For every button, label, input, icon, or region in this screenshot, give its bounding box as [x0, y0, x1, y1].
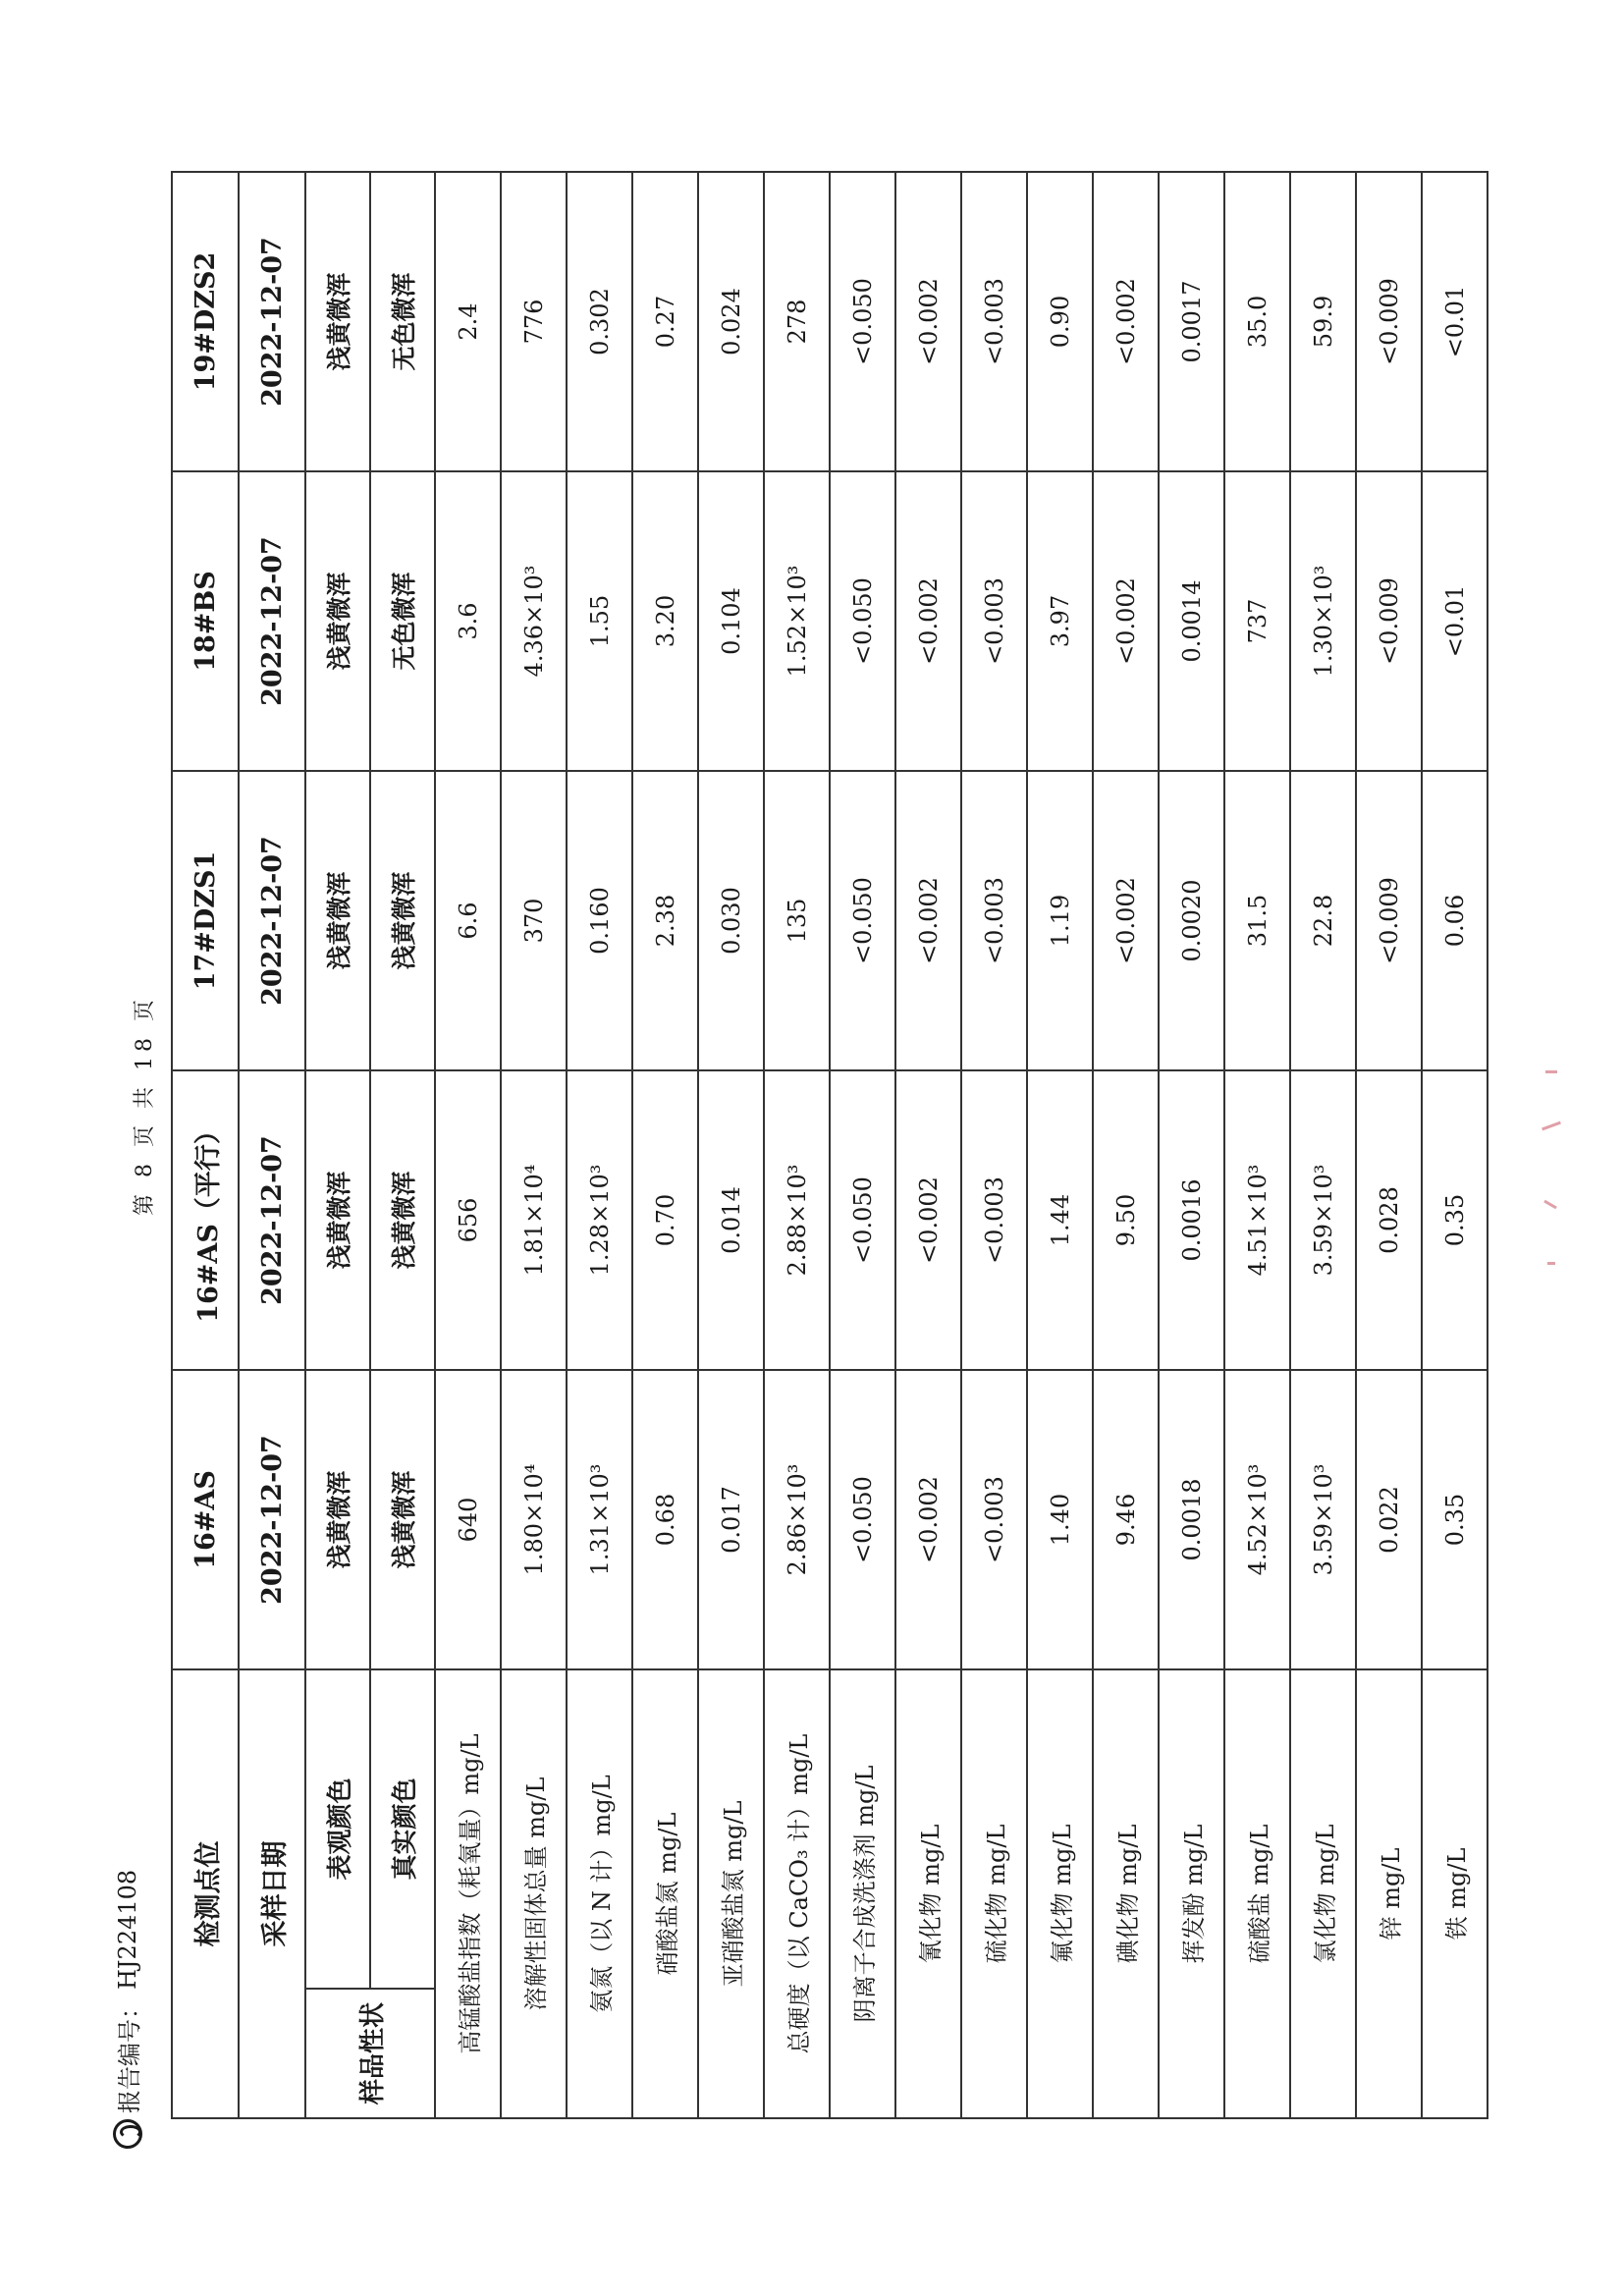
- measurement-row: [501, 172, 567, 2118]
- value-cell: 0.0017: [1159, 172, 1224, 471]
- parameter-label: 碘化物 mg/L: [1093, 1669, 1159, 2118]
- date-cell: 2022-12-07: [239, 771, 305, 1070]
- value-cell: 776: [501, 172, 567, 471]
- value-cell: 2.88×10³: [764, 1070, 830, 1370]
- value-cell: 0.028: [1356, 1070, 1422, 1370]
- parameter-label: 氰化物 mg/L: [895, 1669, 961, 2118]
- measurement-row: [1027, 172, 1093, 2118]
- value-cell: 3.97: [1027, 471, 1093, 771]
- value-cell: <0.050: [830, 771, 895, 1070]
- results-table: [171, 171, 1488, 2119]
- value-cell: 1.28×10³: [567, 1070, 632, 1370]
- value-cell: <0.009: [1356, 172, 1422, 471]
- parameter-label: 硝酸盐氮 mg/L: [632, 1669, 698, 2118]
- value-cell: 0.0014: [1159, 471, 1224, 771]
- value-cell: 2.4: [435, 172, 501, 471]
- value-cell: <0.050: [830, 1370, 895, 1669]
- value-cell: 0.70: [632, 1070, 698, 1370]
- value-cell: 278: [764, 172, 830, 471]
- value-cell: <0.002: [895, 771, 961, 1070]
- value-cell: 4.36×10³: [501, 471, 567, 771]
- value-cell: 4.52×10³: [1224, 1370, 1290, 1669]
- value-cell: 1.80×10⁴: [501, 1370, 567, 1669]
- value-cell: 1.81×10⁴: [501, 1070, 567, 1370]
- value-cell: <0.002: [895, 471, 961, 771]
- parameter-label: 挥发酚 mg/L: [1159, 1669, 1224, 2118]
- measurement-row: [435, 172, 501, 2118]
- measurement-row: [1290, 172, 1356, 2118]
- value-cell: <0.003: [961, 172, 1027, 471]
- apparent-color-cell: 浅黄微浑: [305, 1070, 370, 1370]
- value-cell: <0.01: [1422, 471, 1488, 771]
- apparent-color-cell: 浅黄微浑: [305, 1370, 370, 1669]
- value-cell: <0.003: [961, 1070, 1027, 1370]
- parameter-label: 亚硝酸盐氮 mg/L: [698, 1669, 764, 2118]
- measurement-row: [895, 172, 961, 2118]
- value-cell: 3.59×10³: [1290, 1070, 1356, 1370]
- true-color-cell: 浅黄微浑: [370, 1370, 435, 1669]
- value-cell: 1.31×10³: [567, 1370, 632, 1669]
- red-stamp-marks: [1542, 1059, 1571, 1275]
- measurement-row: [698, 172, 764, 2118]
- true-color-cell: 无色微浑: [370, 172, 435, 471]
- date-label: 采样日期: [239, 1669, 305, 2118]
- value-cell: <0.002: [895, 172, 961, 471]
- parameter-label: 氯化物 mg/L: [1290, 1669, 1356, 2118]
- apparent-color-row: [305, 172, 370, 2118]
- report-number-label: 报告编号：: [116, 1995, 143, 2113]
- value-cell: <0.002: [1093, 172, 1159, 471]
- value-cell: 0.06: [1422, 771, 1488, 1070]
- site-cell: 18#BS: [172, 471, 239, 771]
- value-cell: <0.009: [1356, 771, 1422, 1070]
- measurement-row: [1093, 172, 1159, 2118]
- point-label: 检测点位: [172, 1669, 239, 2118]
- company-logo-icon: [113, 2119, 142, 2149]
- site-cell: 19#DZS2: [172, 172, 239, 471]
- apparent-color-label: 表观颜色: [305, 1669, 370, 1989]
- measurement-row: [1159, 172, 1224, 2118]
- page-number: 第 8 页 共 18 页: [133, 995, 157, 1216]
- value-cell: 1.40: [1027, 1370, 1093, 1669]
- value-cell: 737: [1224, 471, 1290, 771]
- value-cell: 59.9: [1290, 172, 1356, 471]
- parameter-label: 硫化物 mg/L: [961, 1669, 1027, 2118]
- value-cell: <0.003: [961, 1370, 1027, 1669]
- value-cell: 2.38: [632, 771, 698, 1070]
- sample-group-label: 样品性状: [305, 1989, 435, 2118]
- value-cell: 1.44: [1027, 1070, 1093, 1370]
- value-cell: 0.302: [567, 172, 632, 471]
- parameter-label: 氟化物 mg/L: [1027, 1669, 1093, 2118]
- value-cell: 0.90: [1027, 172, 1093, 471]
- value-cell: <0.002: [895, 1070, 961, 1370]
- value-cell: 0.022: [1356, 1370, 1422, 1669]
- apparent-color-cell: 浅黄微浑: [305, 172, 370, 471]
- measurement-row: [1356, 172, 1422, 2118]
- value-cell: 4.51×10³: [1224, 1070, 1290, 1370]
- value-cell: 1.19: [1027, 771, 1093, 1070]
- value-cell: <0.050: [830, 172, 895, 471]
- true-color-label: 真实颜色: [370, 1669, 435, 1989]
- value-cell: 1.52×10³: [764, 471, 830, 771]
- value-cell: 135: [764, 771, 830, 1070]
- value-cell: <0.009: [1356, 471, 1422, 771]
- parameter-label: 高锰酸盐指数（耗氧量）mg/L: [435, 1669, 501, 2118]
- value-cell: 0.024: [698, 172, 764, 471]
- value-cell: 35.0: [1224, 172, 1290, 471]
- measurement-row: [567, 172, 632, 2118]
- true-color-row: [370, 172, 435, 2118]
- site-cell: 17#DZS1: [172, 771, 239, 1070]
- site-cell: 16#AS: [172, 1370, 239, 1669]
- header-row: [172, 172, 239, 2118]
- site-cell: 16#AS（平行）: [172, 1070, 239, 1370]
- value-cell: <0.050: [830, 1070, 895, 1370]
- value-cell: 0.0020: [1159, 771, 1224, 1070]
- value-cell: 0.35: [1422, 1070, 1488, 1370]
- value-cell: <0.002: [1093, 771, 1159, 1070]
- value-cell: 0.104: [698, 471, 764, 771]
- value-cell: 22.8: [1290, 771, 1356, 1070]
- apparent-color-cell: 浅黄微浑: [305, 471, 370, 771]
- value-cell: 6.6: [435, 771, 501, 1070]
- parameter-label: 溶解性固体总量 mg/L: [501, 1669, 567, 2118]
- report-number-line: [110, 1870, 144, 2149]
- value-cell: 0.0018: [1159, 1370, 1224, 1669]
- parameter-label: 铁 mg/L: [1422, 1669, 1488, 2118]
- value-cell: 0.35: [1422, 1370, 1488, 1669]
- true-color-cell: 无色微浑: [370, 471, 435, 771]
- value-cell: 1.30×10³: [1290, 471, 1356, 771]
- date-cell: 2022-12-07: [239, 471, 305, 771]
- measurement-row: [961, 172, 1027, 2118]
- value-cell: 3.6: [435, 471, 501, 771]
- value-cell: 656: [435, 1070, 501, 1370]
- measurement-row: [632, 172, 698, 2118]
- measurement-row: [764, 172, 830, 2118]
- value-cell: 0.0016: [1159, 1070, 1224, 1370]
- value-cell: <0.01: [1422, 172, 1488, 471]
- true-color-cell: 浅黄微浑: [370, 771, 435, 1070]
- value-cell: <0.050: [830, 471, 895, 771]
- value-cell: 0.27: [632, 172, 698, 471]
- value-cell: 370: [501, 771, 567, 1070]
- value-cell: 0.017: [698, 1370, 764, 1669]
- date-row: [239, 172, 305, 2118]
- date-cell: 2022-12-07: [239, 172, 305, 471]
- parameter-label: 硫酸盐 mg/L: [1224, 1669, 1290, 2118]
- value-cell: 0.030: [698, 771, 764, 1070]
- value-cell: 3.59×10³: [1290, 1370, 1356, 1669]
- value-cell: 0.160: [567, 771, 632, 1070]
- value-cell: <0.003: [961, 471, 1027, 771]
- value-cell: <0.002: [1093, 471, 1159, 771]
- value-cell: 0.014: [698, 1070, 764, 1370]
- value-cell: 1.55: [567, 471, 632, 771]
- value-cell: 0.68: [632, 1370, 698, 1669]
- report-number: HJ224108: [113, 1869, 141, 1990]
- measurement-row: [830, 172, 895, 2118]
- parameter-label: 阴离子合成洗涤剂 mg/L: [830, 1669, 895, 2118]
- measurement-row: [1422, 172, 1488, 2118]
- value-cell: <0.003: [961, 771, 1027, 1070]
- parameter-label: 锌 mg/L: [1356, 1669, 1422, 2118]
- date-cell: 2022-12-07: [239, 1070, 305, 1370]
- value-cell: 9.46: [1093, 1370, 1159, 1669]
- true-color-cell: 浅黄微浑: [370, 1070, 435, 1370]
- value-cell: 2.86×10³: [764, 1370, 830, 1669]
- date-cell: 2022-12-07: [239, 1370, 305, 1669]
- value-cell: 9.50: [1093, 1070, 1159, 1370]
- value-cell: 3.20: [632, 471, 698, 771]
- measurement-row: [1224, 172, 1290, 2118]
- value-cell: 31.5: [1224, 771, 1290, 1070]
- value-cell: <0.002: [895, 1370, 961, 1669]
- apparent-color-cell: 浅黄微浑: [305, 771, 370, 1070]
- value-cell: 640: [435, 1370, 501, 1669]
- parameter-label: 总硬度（以 CaCO₃ 计）mg/L: [764, 1669, 830, 2118]
- parameter-label: 氨氮（以 N 计）mg/L: [567, 1669, 632, 2118]
